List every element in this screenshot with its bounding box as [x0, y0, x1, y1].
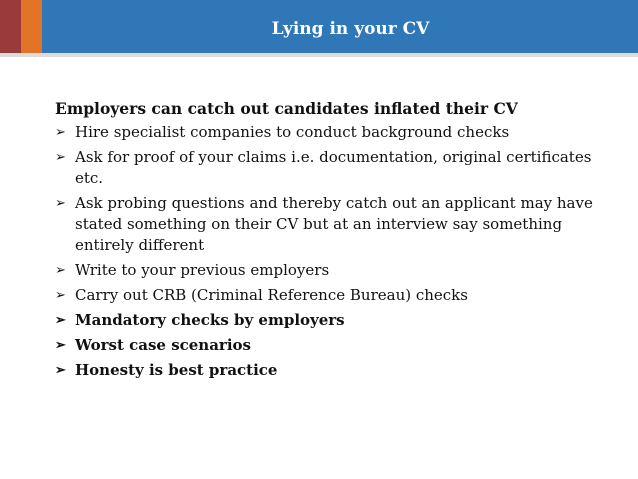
header-divider [0, 53, 638, 57]
bullet-text: Write to your previous employers [75, 261, 330, 279]
bullet-text: Honesty is best practice [75, 361, 278, 379]
slide-body [55, 98, 595, 385]
bullet-text: Carry out CRB (Criminal Reference Bureau) checks [75, 286, 468, 304]
bullet-text: Ask probing questions and thereby catch out an applicant may have stated something on their CV but at an interview say something entirely different [75, 194, 593, 254]
slide-title: Lying in your CV [271, 19, 430, 39]
arrow-bullet-icon: ➢ [55, 338, 66, 353]
bullet-list [55, 122, 595, 381]
body-heading: Employers can catch out candidates inflated their CV [55, 99, 518, 118]
bullet-item [55, 260, 595, 281]
bullet-item [55, 285, 595, 306]
bullet-item [55, 360, 595, 381]
arrow-bullet-icon: ➢ [55, 363, 66, 378]
arrow-bullet-icon: ➢ [55, 313, 66, 328]
bullet-item [55, 310, 595, 331]
arrow-bullet-icon: ➢ [55, 125, 66, 140]
accent-stripe-red [0, 0, 21, 53]
bullet-text: Worst case scenarios [75, 336, 251, 354]
bullet-text: Hire specialist companies to conduct background checks [75, 123, 510, 141]
bullet-item [55, 147, 595, 189]
bullet-item [55, 193, 595, 256]
arrow-bullet-icon: ➢ [55, 288, 66, 303]
arrow-bullet-icon: ➢ [55, 150, 66, 165]
accent-stripe-orange [21, 0, 42, 53]
bullet-text: Ask for proof of your claims i.e. documentation, original certificates etc. [75, 148, 592, 187]
bullet-item [55, 122, 595, 143]
arrow-bullet-icon: ➢ [55, 196, 66, 211]
arrow-bullet-icon: ➢ [55, 263, 66, 278]
bullet-item [55, 335, 595, 356]
accent-stripe-blue [42, 0, 63, 53]
bullet-text: Mandatory checks by employers [75, 311, 345, 329]
